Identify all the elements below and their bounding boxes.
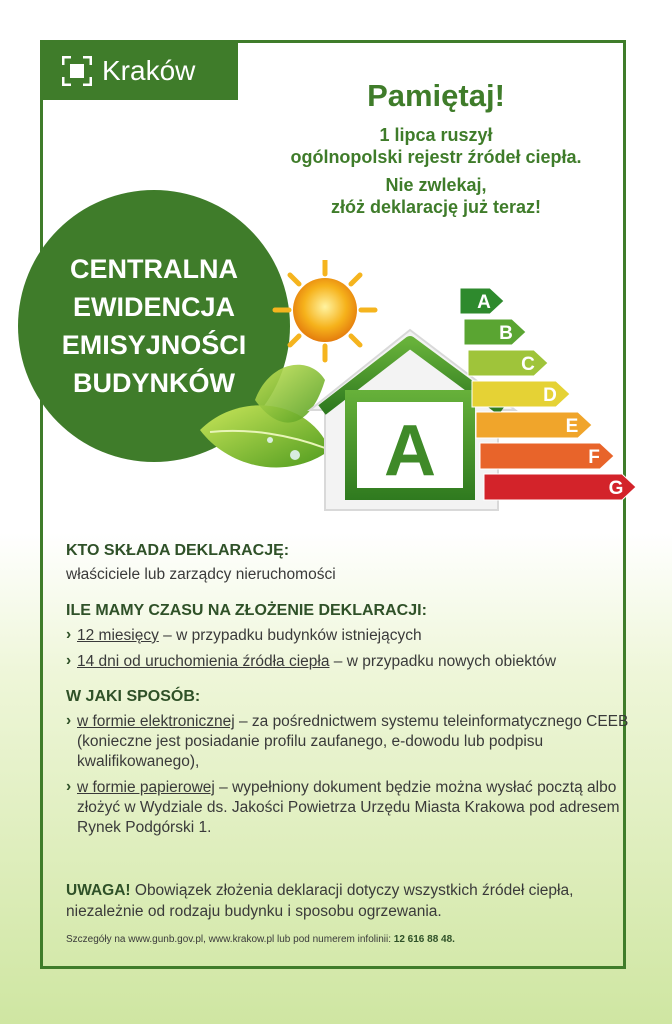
list-item <box>66 712 632 772</box>
program-title: CENTRALNA EWIDENCJA EMISYJNOŚCI BUDYNKÓW <box>61 254 247 398</box>
subheadline-line: 1 lipca ruszył <box>379 125 493 145</box>
energy-class-c <box>468 350 548 376</box>
leaf-icon <box>200 365 330 468</box>
energy-class-b <box>464 319 526 345</box>
house-class-letter: A <box>384 411 436 491</box>
footer-text: Szczegóły na www.gunb.gov.pl, www.krakow.pl lub pod numerem infolinii: <box>66 934 394 945</box>
warning-label: UWAGA! <box>66 882 131 899</box>
list-item <box>66 626 632 646</box>
list-item-text: – w przypadku budynków istniejących <box>158 627 422 644</box>
energy-class-label: B <box>499 323 513 344</box>
method-link[interactable]: w formie papierowej <box>77 779 215 796</box>
list-item <box>66 778 632 838</box>
who-text: właściciele lub zarządcy nieruchomości <box>66 566 336 583</box>
footer-note <box>66 934 455 945</box>
headline: Pamiętaj! <box>367 78 505 113</box>
energy-class-label: D <box>543 385 557 406</box>
energy-class-arrow <box>464 319 526 345</box>
hotline-number[interactable]: 12 616 88 48. <box>393 934 455 945</box>
call-to-action <box>250 174 622 218</box>
how-heading: W JAKI SPOSÓB: <box>66 688 201 705</box>
energy-class-f <box>480 443 614 469</box>
energy-class-d <box>472 381 570 407</box>
energy-class-label: C <box>521 354 535 375</box>
subheadline <box>250 124 622 168</box>
time-heading: ILE MAMY CZASU NA ZŁOŻENIE DEKLARACJI: <box>66 602 427 619</box>
energy-class-label: A <box>477 292 491 313</box>
warning-text: Obowiązek złożenia deklaracji dotyczy wszystkich źródeł ciepła, niezależnie od rodzaju budynku i sposobu ogrzewania. <box>66 882 574 920</box>
deadline-link[interactable]: 14 dni od uruchomienia źródła ciepła <box>77 653 330 670</box>
energy-class-label: E <box>565 416 579 437</box>
list-item-text: – wypełniony dokument będzie można wysłać pocztą albo złożyć w Wydziale ds. Jakości Powietrza Urzędu Miasta Krakowa pod adresem Rynek Podgórski 1. <box>77 779 620 836</box>
sun-icon <box>275 260 375 360</box>
cta-line: Nie zwlekaj, <box>385 175 487 195</box>
energy-class-e <box>476 412 592 438</box>
deadline-link[interactable]: 12 miesięcy <box>77 627 159 644</box>
energy-class-g <box>484 474 636 500</box>
warning-note <box>66 880 632 922</box>
who-section <box>66 542 632 584</box>
energy-illustration <box>200 260 650 530</box>
list-item-text: – za pośrednictwem systemu teleinformatycznego CEEB (konieczne jest posiadanie profilu zaufanego, e-dowodu lub podpisu kwalifikowanego), <box>77 713 629 770</box>
list-item <box>66 652 632 672</box>
energy-class-label: G <box>608 478 624 499</box>
krakow-crest-icon <box>62 56 92 86</box>
krakow-logo <box>42 42 238 100</box>
method-link[interactable]: w formie elektronicznej <box>77 713 235 730</box>
logo-text: Kraków <box>102 55 196 86</box>
energy-class-arrow <box>468 350 548 376</box>
who-heading: KTO SKŁADA DEKLARACJĘ: <box>66 542 290 559</box>
energy-class-a <box>460 288 504 314</box>
energy-class-label: F <box>588 447 600 468</box>
subheadline-line: ogólnopolski rejestr źródeł ciepła. <box>290 147 582 167</box>
time-section <box>66 602 632 678</box>
energy-scale <box>460 288 636 500</box>
list-item-text: – w przypadku nowych obiektów <box>329 653 557 670</box>
cta-line: złóż deklarację już teraz! <box>330 197 542 217</box>
how-section <box>66 688 632 844</box>
